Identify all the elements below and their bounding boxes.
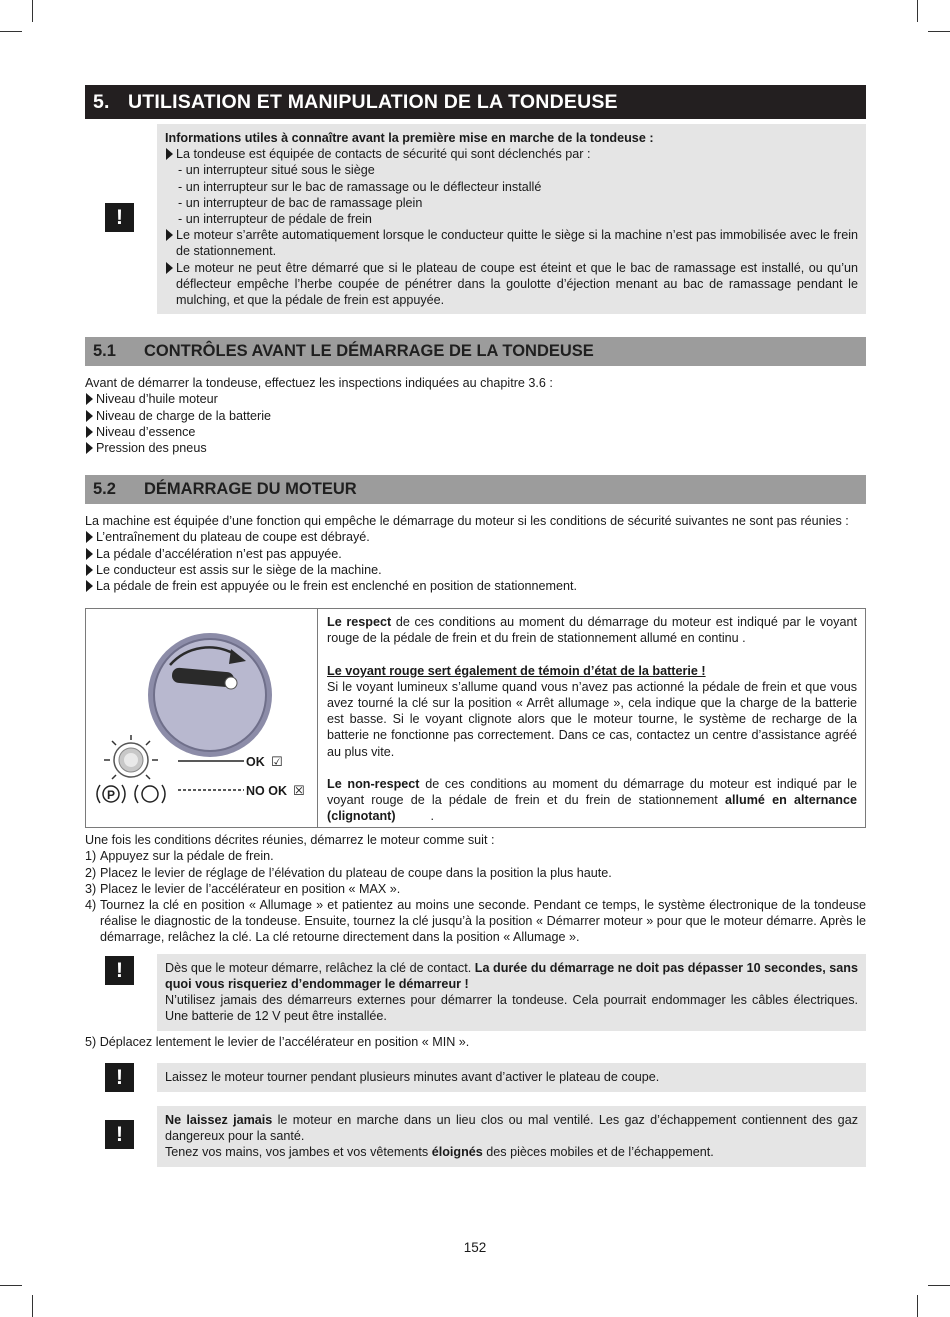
note-text: des pièces mobiles et de l’échappement. [482,1145,714,1160]
crop-mark [32,1295,33,1317]
info-note [85,124,866,314]
steps-intro: Une fois les conditions décrites réunies, démarrez le moteur comme suit : [85,833,495,848]
page-number: 152 [463,1240,487,1255]
steps-block [85,832,866,945]
starter-warning-box [157,954,866,1031]
note-line-2 [165,1144,858,1160]
section-intro: La machine est équipée d’une fonction qui empêche le démarrage du moteur si les conditions de sécurité suivantes ne sont pas réunies : [85,514,849,529]
section-5-2-body [85,513,866,594]
note-text: Laissez le moteur tourner pendant plusieurs minutes avant d’activer le plateau de coupe. [165,1069,660,1084]
check-item: Niveau d’essence [85,424,866,440]
section-number: 5. [93,91,110,113]
nok-label: NO OK [246,784,287,799]
conditions-text [318,609,865,827]
nonrespect-text: de ces conditions au moment du démarrage du moteur est indiqué par le voyant rouge de la pédale de frein et du frein de stationnement [327,776,857,808]
section-intro: Avant de démarrer la tondeuse, effectuez les inspections indiquées au chapitre 3.6 : [85,376,553,391]
warning-mark [85,1063,157,1092]
section-title: DÉMARRAGE DU MOTEUR [144,480,357,499]
nonrespect-bold-2: allumé en alternance (clignotant) [327,793,857,824]
step-item [85,865,866,881]
step-text: Placez le levier de l’accélérateur en position « MAX ». [100,881,401,896]
section-number: 5.2 [93,480,116,499]
parking-symbol: P [106,788,116,803]
note-text: Tenez vos mains, vos jambes et vos vêtements [165,1145,432,1160]
ok-checkbox-icon: ☑ [271,755,283,771]
step-text: Tournez la clé en position « Allumage » et patientez au moins une seconde. Pendant ce temps, le système électronique de la tondeuse réalise le diagnostic de la tondeuse. Ensuite, tournez la clé jusqu’à la position « Démarrer moteur » pour que le moteur démarre. Après le démarrage, relâchez la clé. La clé retourne directement dans la position « Allumage ». [100,898,866,945]
step-number: 4) [85,898,97,913]
note-text: le moteur en marche dans un lieu clos ou mal ventilé. Les gaz d’échappement contiennent des gaz dangereux pour la santé. [165,1112,858,1144]
info-bullet: Le moteur ne peut être démarré que si le plateau de coupe est éteint et que le bac de ramassage est installé, ou qu’un déflecteur empêche l’herbe coupée de pénétrer dans la goulotte d’éjection menant au bac de ramassage pendant le mulching, et que la pédale de frein est appuyée. [165,260,858,309]
lamp-ray [146,775,150,779]
ventilation-warning-note [85,1106,866,1167]
note-bold: Ne laissez jamais [165,1112,273,1127]
idle-warning-note [85,1063,866,1092]
battery-text: Si le voyant lumineux s’allume quand vous n’avez pas actionné la pédale de frein et que vous avez tourné la clé sur la position « Arrêt allumage », cela indique que la charge de la batterie est basse. Si le voyant clignote alors que le moteur tourne, le système de recharge de la batterie ne fonctionne pas correctement. Dans ce cas, contactez un centre d’assistance agréé au plus vite. [327,679,857,759]
note-line [165,960,858,992]
note-text-2: N’utilisez jamais des démarreurs externes pour démarrer la tondeuse. Cela pourrait endommager les câbles électriques. Une batterie de 12 V peut être installée. [165,993,858,1024]
condition-item: La pédale de frein est appuyée ou le frein est enclenché en position de stationnement. [85,578,866,594]
parking-symbol-bracket [97,785,100,803]
ok-label: OK [246,755,265,770]
note-line [165,1112,858,1144]
exclamation-icon: ! [105,1120,134,1149]
ventilation-warning-box [157,1106,866,1167]
step-number: 2) [85,865,97,880]
respect-paragraph [327,614,857,646]
condition-item: La pédale d’accélération n’est pas appuyée. [85,546,866,562]
starter-warning-note [85,954,866,1031]
step-number: 3) [85,881,97,896]
lamp-ray [112,741,116,745]
lamp-ray [146,741,150,745]
crop-mark [917,0,918,22]
warning-lamp-glow [124,753,138,767]
brake-circle-icon [142,786,158,802]
ignition-figure [86,609,318,827]
step-item [85,848,866,864]
section-5-1-heading [85,337,866,366]
step-5: 5) Déplacez lentement le levier de l’accélérateur en position « MIN ». [85,1034,470,1049]
exclamation-icon: ! [105,203,134,232]
nonrespect-end: . [395,809,435,824]
contact-item: - un interrupteur situé sous le siège [178,163,375,178]
section-number: 5.1 [93,342,116,361]
section-5-heading [85,85,866,119]
crop-mark [0,31,22,32]
respect-bold: Le respect [327,615,392,630]
section-5-1-body [85,375,866,456]
ignition-key-illustration [86,609,317,827]
step-text: Placez le levier de réglage de l’élévation du plateau de coupe dans la position la plus haute. [100,865,612,880]
warning-mark [85,1106,157,1167]
nonrespect-paragraph [327,776,857,825]
lamp-ray [112,775,116,779]
warning-mark [85,124,157,314]
battery-heading: Le voyant rouge sert également de témoin d’état de la batterie ! [327,663,706,678]
nonrespect-bold: Le non-respect [327,776,420,791]
parking-symbol-bracket [122,785,125,803]
conditions-table [85,608,866,828]
contact-item: - un interrupteur sur le bac de ramassage ou le déflecteur installé [178,179,542,194]
crop-mark [0,1285,22,1286]
brake-symbol-bracket [135,785,138,803]
page-content [85,85,866,1167]
crop-mark [928,31,950,32]
check-item: Niveau d’huile moteur [85,391,866,407]
key-indicator [225,677,237,689]
check-item: Pression des pneus [85,440,866,456]
info-box [157,124,866,314]
note-text: Dès que le moteur démarre, relâchez la clé de contact. [165,960,475,975]
warning-mark [85,954,157,1031]
idle-warning-box [157,1063,866,1092]
section-title: UTILISATION ET MANIPULATION DE LA TONDEUSE [128,91,618,113]
crop-mark [928,1285,950,1286]
ignition-dial [154,639,266,751]
condition-item: L’entraînement du plateau de coupe est débrayé. [85,529,866,545]
section-title: CONTRÔLES AVANT LE DÉMARRAGE DE LA TONDEUSE [144,342,594,361]
step-item [85,881,866,897]
nok-checkbox-icon: ☒ [293,784,305,800]
condition-item: Le conducteur est assis sur le siège de la machine. [85,562,866,578]
exclamation-icon: ! [105,1063,134,1092]
exclamation-icon: ! [105,956,134,985]
info-intro: La tondeuse est équipée de contacts de sécurité qui sont déclenchés par : [165,146,858,162]
step-number: 1) [85,849,97,864]
respect-text: de ces conditions au moment du démarrage du moteur est indiqué par le voyant rouge de la pédale de frein et du frein de stationnement allumé en continu . [327,615,857,646]
info-bullet: Le moteur s’arrête automatiquement lorsque le conducteur quitte le siège si la machine n’est pas immobilisée avec le frein de stationnement. [165,227,858,259]
check-item: Niveau de charge de la batterie [85,408,866,424]
contact-item: - un interrupteur de bac de ramassage plein [178,195,423,210]
contact-item: - un interrupteur de pédale de frein [178,212,372,227]
step-item [85,897,866,946]
section-5-2-heading [85,475,866,504]
brake-symbol-bracket [162,785,165,803]
note-bold: éloignés [431,1145,483,1160]
info-title: Informations utiles à connaître avant la première mise en marche de la tondeuse : [165,131,654,145]
step-text: Appuyez sur la pédale de frein. [100,849,274,864]
note-bold: La durée du démarrage ne doit pas dépasser 10 secondes, sans quoi vous risqueriez d’endommager le démarreur ! [165,960,858,991]
crop-mark [32,0,33,22]
crop-mark [917,1295,918,1317]
